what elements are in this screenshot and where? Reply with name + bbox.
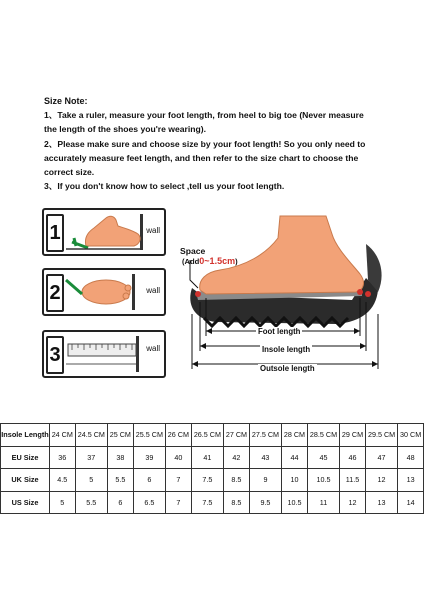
- step-2-panel: [42, 268, 166, 316]
- size-cell: 38: [108, 446, 134, 469]
- size-cell: 7: [166, 469, 192, 492]
- wall-label-2: wall: [146, 286, 160, 295]
- foot-length-label: Foot length: [258, 327, 301, 336]
- size-cell: 13: [398, 469, 424, 492]
- size-row-label: UK Size: [1, 469, 50, 492]
- size-cell: 25 CM: [108, 424, 134, 447]
- size-cell: 44: [282, 446, 308, 469]
- size-cell: 5: [50, 491, 76, 514]
- size-cell: 5.5: [108, 469, 134, 492]
- size-cell: 14: [398, 491, 424, 514]
- size-cell: 24.5 CM: [75, 424, 107, 447]
- size-cell: 37: [75, 446, 107, 469]
- size-cell: 46: [340, 446, 366, 469]
- size-cell: 13: [365, 491, 397, 514]
- size-cell: 48: [398, 446, 424, 469]
- size-cell: 36: [50, 446, 76, 469]
- size-note: [44, 94, 374, 193]
- size-cell: 9: [249, 469, 281, 492]
- size-cell: 4.5: [50, 469, 76, 492]
- wall-label-1: wall: [146, 226, 160, 235]
- step-number-1: 1: [46, 214, 64, 252]
- size-cell: 28.5 CM: [307, 424, 339, 447]
- size-cell: 29 CM: [340, 424, 366, 447]
- size-cell: 26.5 CM: [191, 424, 223, 447]
- size-cell: 45: [307, 446, 339, 469]
- size-note-line-1: 1、Take a ruler, measure your foot length, from heel to big toe (Never measure the length of the shoes you're wearing).: [44, 110, 364, 135]
- size-row: [1, 469, 424, 492]
- size-cell: 39: [133, 446, 165, 469]
- space-label: Space: [180, 246, 206, 256]
- foot-top-view-icon: [62, 272, 148, 312]
- size-cell: 42: [224, 446, 250, 469]
- size-note-title: Size Note:: [44, 96, 88, 106]
- size-cell: 8.5: [224, 469, 250, 492]
- size-cell: 12: [340, 491, 366, 514]
- size-cell: 27.5 CM: [249, 424, 281, 447]
- size-cell: 6.5: [133, 491, 165, 514]
- size-cell: 10.5: [307, 469, 339, 492]
- size-row: [1, 491, 424, 514]
- space-range-value: 0~1.5cm: [199, 256, 236, 266]
- foot-in-shoe-illustration: [176, 214, 392, 386]
- size-cell: 7.5: [191, 491, 223, 514]
- size-cell: 7: [166, 491, 192, 514]
- size-cell: 9.5: [249, 491, 281, 514]
- size-cell: 12: [365, 469, 397, 492]
- outsole-length-label: Outsole length: [260, 364, 315, 373]
- size-cell: 10.5: [282, 491, 308, 514]
- size-cell: 5: [75, 469, 107, 492]
- size-cell: 6: [108, 491, 134, 514]
- wall-label-3: wall: [146, 344, 160, 353]
- size-chart-table: [0, 423, 424, 514]
- size-cell: 40: [166, 446, 192, 469]
- step-3-panel: [42, 330, 166, 378]
- insole-length-label: Insole length: [262, 345, 311, 354]
- foot-side-view-icon: [62, 212, 148, 252]
- step-1-panel: [42, 208, 166, 256]
- size-cell: 8.5: [224, 491, 250, 514]
- step-number-3: 3: [46, 336, 64, 374]
- size-cell: 30 CM: [398, 424, 424, 447]
- size-cell: 11.5: [340, 469, 366, 492]
- size-cell: 7.5: [191, 469, 223, 492]
- size-cell: 26 CM: [166, 424, 192, 447]
- size-cell: 43: [249, 446, 281, 469]
- size-note-line-3: 3、If you don't know how to select ,tell us your foot length.: [44, 181, 285, 192]
- space-close-paren: ): [235, 257, 238, 266]
- size-cell: 11: [307, 491, 339, 514]
- space-add-text: (Add: [182, 257, 200, 266]
- size-cell: 10: [282, 469, 308, 492]
- size-cell: 25.5 CM: [133, 424, 165, 447]
- space-range-label: [182, 256, 238, 266]
- foot-measurement-diagram: [176, 214, 392, 386]
- step-number-2: 2: [46, 274, 64, 312]
- size-cell: 27 CM: [224, 424, 250, 447]
- size-cell: 5.5: [75, 491, 107, 514]
- size-note-line-2: 2、Please make sure and choose size by your foot length! So you only need to accurately measure feet length, and then refer to the size chart to choose the correct size.: [44, 138, 366, 178]
- size-row: [1, 446, 424, 469]
- size-cell: 6: [133, 469, 165, 492]
- size-cell: 29.5 CM: [365, 424, 397, 447]
- ruler-icon: [62, 334, 148, 374]
- size-cell: 24 CM: [50, 424, 76, 447]
- size-cell: 41: [191, 446, 223, 469]
- size-cell: 28 CM: [282, 424, 308, 447]
- size-row: [1, 424, 424, 447]
- size-row-label: US Size: [1, 491, 50, 514]
- size-row-label: Insole Length: [1, 424, 50, 447]
- size-row-label: EU Size: [1, 446, 50, 469]
- size-cell: 47: [365, 446, 397, 469]
